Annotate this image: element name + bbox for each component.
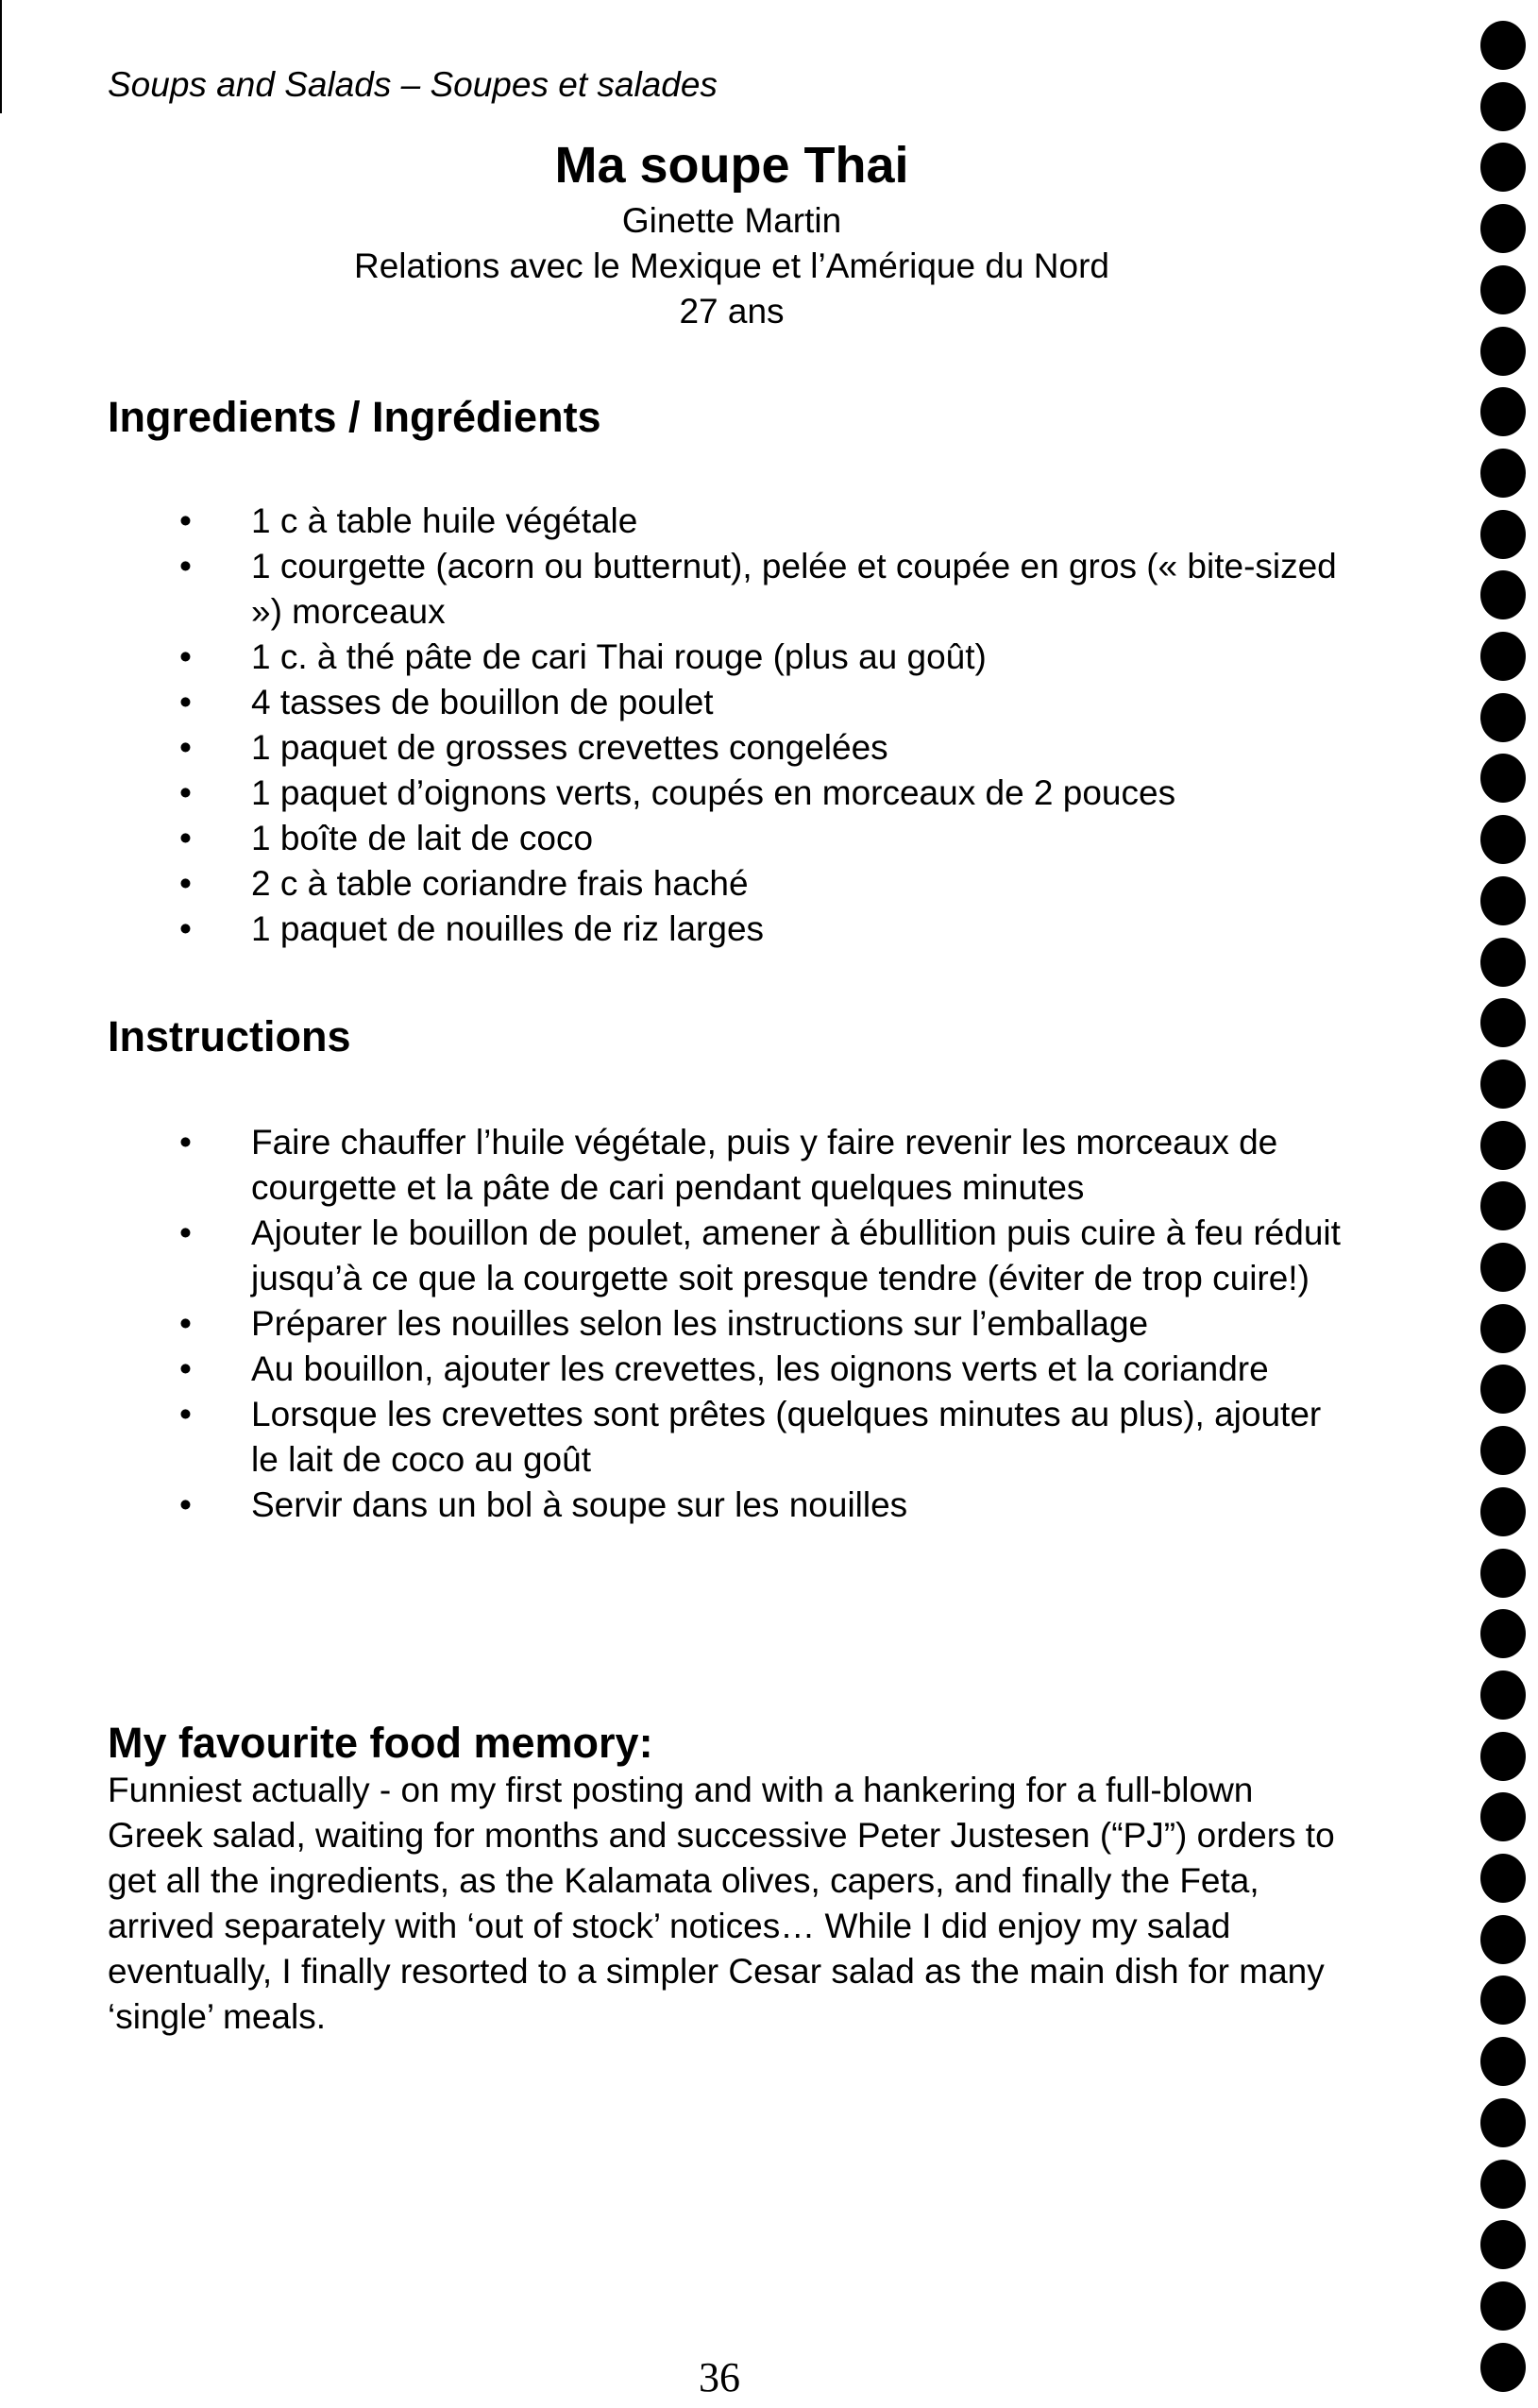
ingredient-item-text: 2 c à table coriandre frais haché — [251, 864, 749, 903]
recipe-author: Ginette Martin — [621, 201, 842, 240]
instruction-item — [179, 1120, 1350, 1211]
bullet-icon: • — [179, 1485, 192, 1524]
bullet-icon: • — [179, 728, 192, 767]
binding-hole-icon — [1480, 1670, 1526, 1720]
recipe-department: Relations avec le Mexique et l’Amérique du Nord — [353, 246, 1110, 285]
bullet-icon: • — [179, 864, 192, 903]
bullet-icon: • — [179, 683, 192, 721]
binding-hole-icon — [1480, 387, 1526, 436]
food-memory-heading: My favourite food memory: — [108, 1719, 653, 1767]
instruction-item-text: Lorsque les crevettes sont prêtes (quelques minutes au plus), ajouter le lait de coco au goût — [251, 1395, 1322, 1479]
binding-hole-icon — [1480, 2220, 1526, 2269]
instruction-item — [179, 1301, 1350, 1347]
ingredient-item-text: 1 c. à thé pâte de cari Thai rouge (plus au goût) — [251, 637, 987, 676]
binding-hole-icon — [1480, 570, 1526, 619]
bullet-icon: • — [179, 1395, 192, 1433]
bullet-icon: • — [179, 637, 192, 676]
bullet-icon: • — [179, 1123, 192, 1162]
bullet-icon: • — [179, 773, 192, 812]
bullet-icon: • — [179, 1349, 192, 1388]
instruction-item-text: Servir dans un bol à soupe sur les nouilles — [251, 1485, 908, 1524]
ingredient-item-text: 1 c à table huile végétale — [251, 501, 638, 540]
binding-hole-icon — [1480, 754, 1526, 803]
binding-hole-icon — [1480, 327, 1526, 376]
binding-hole-icon — [1480, 143, 1526, 192]
bullet-icon: • — [179, 819, 192, 857]
ingredients-heading: Ingredients / Ingrédients — [108, 393, 601, 441]
binding-hole-icon — [1480, 1732, 1526, 1781]
ingredient-item — [179, 861, 1350, 907]
binding-hole-icon — [1480, 1854, 1526, 1903]
binding-hole-icon — [1480, 632, 1526, 681]
bullet-icon: • — [179, 1304, 192, 1343]
bullet-icon: • — [179, 547, 192, 585]
ingredient-item — [179, 499, 1350, 544]
binding-hole-icon — [1480, 1243, 1526, 1292]
ingredient-item — [179, 680, 1350, 725]
binding-hole-icon — [1480, 1792, 1526, 1841]
ingredient-item — [179, 771, 1350, 816]
instruction-item — [179, 1347, 1350, 1392]
bullet-icon: • — [179, 501, 192, 540]
binding-hole-icon — [1480, 1365, 1526, 1414]
binding-hole-icon — [1480, 204, 1526, 253]
binding-hole-icon — [1480, 938, 1526, 987]
binding-hole-icon — [1480, 2281, 1526, 2331]
page-number: 36 — [699, 2354, 740, 2400]
binding-hole-icon — [1480, 82, 1526, 131]
binding-hole-icon — [1480, 1487, 1526, 1536]
binding-hole-icon — [1480, 693, 1526, 742]
ingredient-item — [179, 544, 1350, 635]
instruction-item-text: Ajouter le bouillon de poulet, amener à ébullition puis cuire à feu réduit jusqu’à ce que la courgette soit presque tendre (éviter de trop cuire!) — [251, 1213, 1341, 1297]
instruction-item-text: Faire chauffer l’huile végétale, puis y faire revenir les morceaux de courgette et la pâte de cari pendant quelques minutes — [251, 1123, 1278, 1207]
spiral-binding-holes — [1473, 0, 1538, 2408]
binding-hole-icon — [1480, 510, 1526, 559]
ingredient-item-text: 1 paquet de grosses crevettes congelées — [251, 728, 888, 767]
ingredient-item — [179, 816, 1350, 861]
binding-hole-icon — [1480, 2098, 1526, 2147]
instruction-item — [179, 1392, 1350, 1483]
ingredient-item-text: 1 courgette (acorn ou butternut), pelée et coupée en gros (« bite-sized ») morceaux — [251, 547, 1337, 631]
binding-hole-icon — [1480, 2343, 1526, 2392]
instruction-item — [179, 1211, 1350, 1301]
bullet-icon: • — [179, 909, 192, 948]
binding-hole-icon — [1480, 1426, 1526, 1475]
instruction-item-text: Au bouillon, ajouter les crevettes, les oignons verts et la coriandre — [251, 1349, 1269, 1388]
binding-hole-icon — [1480, 1976, 1526, 2025]
instructions-list — [179, 1120, 1350, 1528]
ingredient-item-text: 1 paquet de nouilles de riz larges — [251, 909, 765, 948]
binding-hole-icon — [1480, 1121, 1526, 1170]
ingredient-item — [179, 635, 1350, 680]
binding-hole-icon — [1480, 815, 1526, 864]
binding-hole-icon — [1480, 998, 1526, 1047]
binding-hole-icon — [1480, 1181, 1526, 1230]
binding-hole-icon — [1480, 1609, 1526, 1658]
ingredient-item-text: 4 tasses de bouillon de poulet — [251, 683, 714, 721]
recipe-title-block — [236, 132, 1227, 334]
binding-hole-icon — [1480, 1060, 1526, 1109]
ingredient-item-text: 1 paquet d’oignons verts, coupés en morceaux de 2 pouces — [251, 773, 1176, 812]
ingredient-item — [179, 907, 1350, 952]
ingredient-item-text: 1 boîte de lait de coco — [251, 819, 594, 857]
food-memory-text: Funniest actually - on my first posting and with a hankering for a full-blown Greek salad, waiting for months and successive Peter Justesen (“PJ”) orders to get all the ingredients, as the Kalamata olives, capers, and finally the Feta, arrived separately with ‘out of stock’ notices… While I did enjoy my salad eventually, I finally resorted to a simpler Cesar salad as the main dish for many ‘single’ meals. — [108, 1771, 1335, 2036]
ingredient-item — [179, 725, 1350, 771]
binding-hole-icon — [1480, 876, 1526, 925]
bullet-icon: • — [179, 1213, 192, 1252]
binding-hole-icon — [1480, 2160, 1526, 2209]
binding-hole-icon — [1480, 1304, 1526, 1353]
instruction-item-text: Préparer les nouilles selon les instructions sur l’emballage — [251, 1304, 1149, 1343]
instruction-item — [179, 1483, 1350, 1528]
section-header: Soups and Salads – Soupes et salades — [108, 65, 718, 104]
binding-hole-icon — [1480, 1915, 1526, 1964]
recipe-title: Ma soupe Thai — [554, 137, 909, 194]
binding-hole-icon — [1480, 265, 1526, 314]
binding-hole-icon — [1480, 2037, 1526, 2086]
binding-hole-icon — [1480, 1549, 1526, 1598]
instructions-heading: Instructions — [108, 1012, 351, 1060]
binding-hole-icon — [1480, 449, 1526, 498]
ingredients-list — [179, 499, 1350, 952]
binding-hole-icon — [1480, 21, 1526, 70]
recipe-years: 27 ans — [679, 292, 785, 331]
page-edge-line — [0, 0, 2, 113]
